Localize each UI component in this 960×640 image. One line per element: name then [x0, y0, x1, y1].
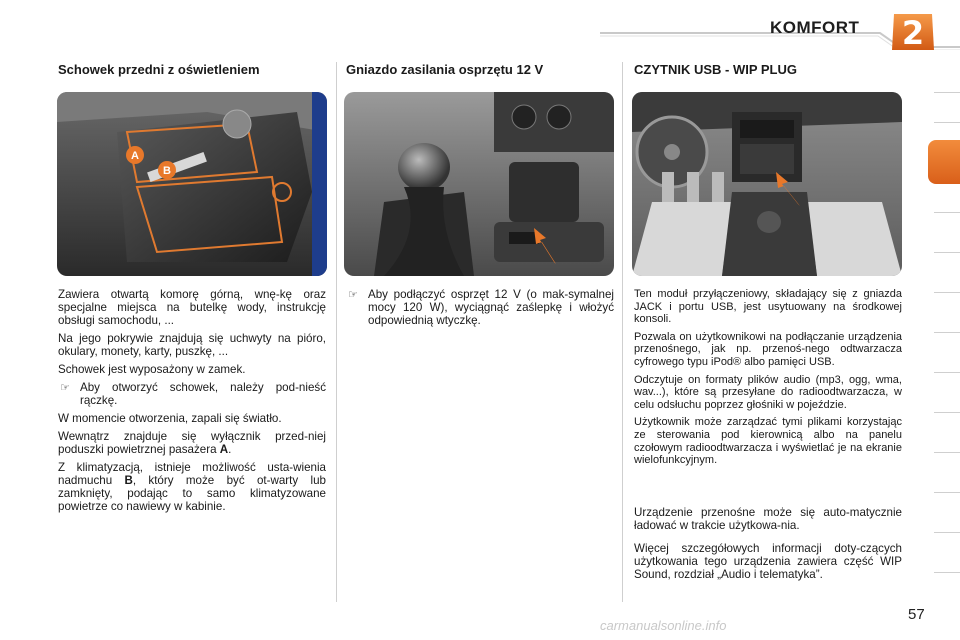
bullet-text: Aby podłączyć osprzęt 12 V (o mak-symalnej mocy 120 W), wyciągnąć zaślepkę i włożyć odpowiednią wtyczkę. — [368, 288, 614, 327]
tab-divider — [934, 252, 960, 253]
active-chapter-tab[interactable] — [928, 140, 960, 184]
paragraph: Więcej szczegółowych informacji doty-czących użytkowania tego urządzenia zawiera część WIP Sound, rozdział „Audio i telematyka”. — [634, 542, 902, 581]
paragraph — [58, 430, 326, 456]
bullet-item — [346, 288, 614, 327]
socket-photo — [344, 92, 614, 276]
bullet-text: Aby otworzyć schowek, należy pod-nieść rączkę. — [80, 381, 326, 407]
paragraph — [58, 461, 326, 513]
tab-divider — [934, 292, 960, 293]
callout-ref-b: B — [124, 474, 133, 487]
pointing-hand-icon: ☞ — [60, 381, 70, 394]
tab-divider — [934, 92, 960, 93]
section-title: KOMFORT — [770, 18, 860, 37]
socket-heading: Gniazdo zasilania osprzętu 12 V — [346, 62, 544, 77]
callout-ref-a: A — [219, 443, 229, 456]
glovebox-text — [58, 288, 326, 518]
tab-divider — [934, 412, 960, 413]
tab-divider — [934, 452, 960, 453]
usb-text-2 — [634, 506, 902, 586]
chapter-number: 2 — [901, 14, 925, 52]
watermark: carmanualsonline.info — [600, 618, 727, 633]
tab-divider — [934, 122, 960, 123]
column-glovebox — [58, 62, 260, 77]
paragraph: Na jego pokrywie znajdują się uchwyty na pióro, okulary, monety, karty, puszkę, ... — [58, 332, 326, 358]
climate-text: Z klimatyzacją, istnieje możliwość usta-wienia nadmuchu — [58, 461, 326, 487]
callout-a-label: A — [131, 150, 139, 162]
paragraph: Zawiera otwartą komorę górną, wnę-kę oraz specjalne miejsca na butelkę wody, instrukcję obsługi samochodu, ... — [58, 288, 326, 327]
bullet-item — [58, 381, 326, 407]
column-divider — [336, 62, 337, 602]
sentence-end: . — [228, 443, 232, 456]
glovebox-heading: Schowek przedni z oświetleniem — [58, 62, 260, 77]
tab-divider — [934, 212, 960, 213]
pointing-hand-icon: ☞ — [348, 288, 358, 301]
usb-text — [634, 288, 902, 472]
usb-heading: CZYTNIK USB - WIP PLUG — [634, 62, 797, 77]
column-divider — [622, 62, 623, 602]
tab-divider — [934, 372, 960, 373]
tab-divider — [934, 492, 960, 493]
paragraph: Schowek jest wyposażony w zamek. — [58, 363, 246, 376]
paragraph: Odczytuje on formaty plików audio (mp3, ogg, wma, wav...), które są przesyłane do radioodtwarzacza, w celu odsłuchu poprzez głośniki w pojeździe. — [634, 373, 902, 411]
usb-photo — [632, 92, 902, 276]
glovebox-photo — [57, 92, 327, 276]
paragraph: Pozwala on użytkownikowi na podłączanie urządzenia przenośnego, jak np. przenoś-nego odtwarzacza cyfrowego typu iPod® albo pamięci USB. — [634, 330, 902, 368]
column-12v-socket — [346, 62, 543, 77]
column-usb — [634, 62, 797, 77]
paragraph: Ten moduł przyłączeniowy, składający się z gniazda JACK i portu USB, jest usytuowany na środkowej konsoli. — [634, 288, 902, 326]
paragraph: Użytkownik może zarządzać tymi plikami korzystając ze sterowania pod kierownicą albo na panelu czołowym radioodtwarzacza i wyświetlać je na ekranie wielofunkcyjnym. — [634, 416, 902, 467]
climate-text-end: , który może być ot-warty lub zamknięty, podając to samo klimatyzowane powietrze co nawiewy w kabinie. — [58, 474, 326, 513]
airbag-text: Wewnątrz znajduje się wyłącznik przed-niej poduszki powietrznej pasażera — [58, 430, 326, 456]
callout-b-label: B — [163, 165, 171, 177]
page-number: 57 — [908, 606, 925, 623]
paragraph: W momencie otworzenia, zapali się światło. — [58, 412, 282, 425]
tab-divider — [934, 572, 960, 573]
chapter-badge — [890, 12, 936, 52]
tab-divider — [934, 332, 960, 333]
tab-divider — [934, 532, 960, 533]
socket-text — [346, 288, 614, 332]
paragraph: Urządzenie przenośne może się auto-matycznie ładować w trakcie użytkowa-nia. — [634, 506, 902, 532]
